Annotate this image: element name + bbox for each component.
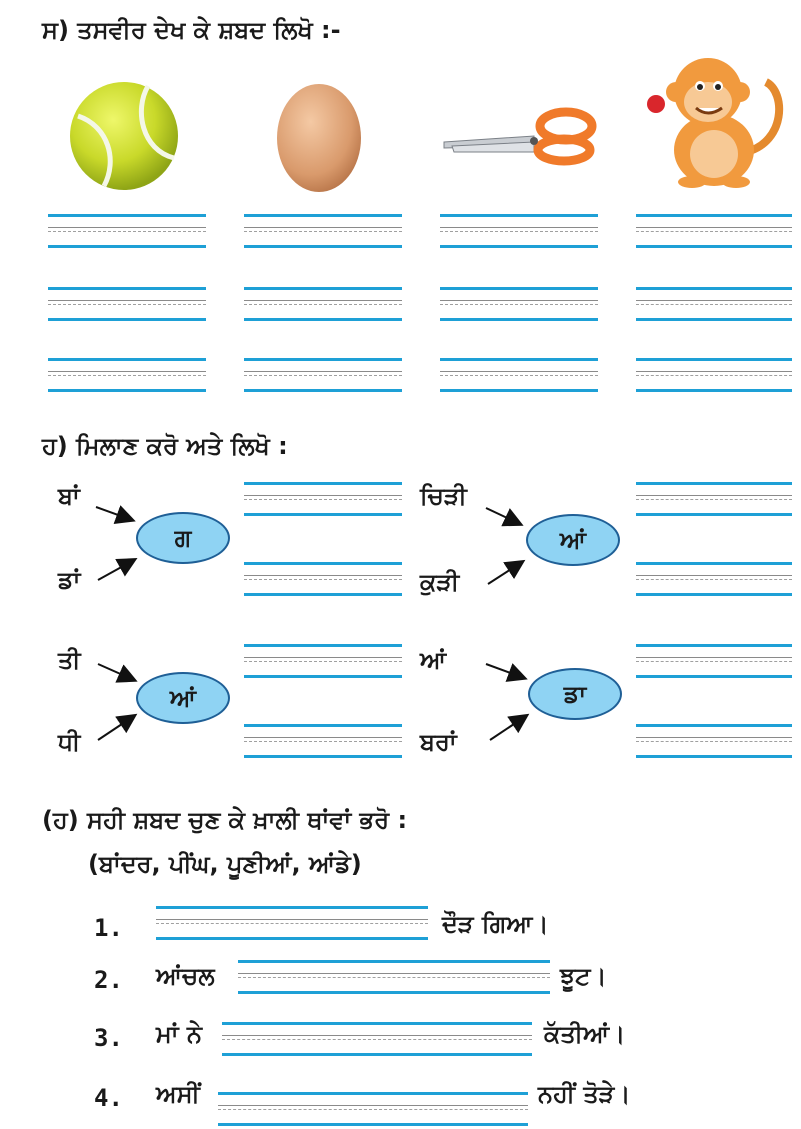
- sentence-pre: ਆਂਚਲ: [156, 962, 215, 990]
- match-word-bottom: ਧੀ: [58, 728, 81, 756]
- writing-line[interactable]: [244, 724, 402, 758]
- arrow: [490, 716, 526, 740]
- match-center-oval: [528, 668, 622, 720]
- arrow: [98, 664, 134, 680]
- writing-line[interactable]: [636, 482, 792, 516]
- writing-line[interactable]: [244, 562, 402, 596]
- sentence-post: ਦੌੜ ਗਿਆ।: [442, 910, 549, 938]
- section-fill-title: (ਹ) ਸਹੀ ਸ਼ਬਦ ਚੁਣ ਕੇ ਖ਼ਾਲੀ ਥਾਂਵਾਂ ਭਰੋ :: [42, 806, 408, 834]
- match-center-text: ਆਂ: [169, 684, 197, 712]
- match-word-top: ਤੀ: [58, 646, 81, 674]
- arrow: [486, 664, 524, 678]
- match-word-top: ਆਂ: [420, 646, 447, 674]
- writing-line[interactable]: [636, 724, 792, 758]
- sentence-number: 1.: [94, 914, 123, 942]
- writing-line[interactable]: [636, 644, 792, 678]
- match-center-oval: [136, 512, 230, 564]
- sentence-post: ਝੂਟ।: [560, 962, 607, 990]
- arrow: [96, 507, 132, 520]
- arrow: [98, 716, 134, 740]
- arrow: [488, 562, 522, 584]
- section-s-title: ਸ) ਤਸਵੀਰ ਦੇਖ ਕੇ ਸ਼ਬਦ ਲਿਖੋ :-: [42, 16, 341, 44]
- writing-line[interactable]: [244, 482, 402, 516]
- sentence-pre: ਅਸੀਂ: [156, 1080, 200, 1108]
- match-word-bottom: ਕੁੜੀ: [420, 568, 460, 596]
- sentence-post: ਕੱਤੀਆਂ।: [544, 1020, 626, 1048]
- writing-line[interactable]: [244, 644, 402, 678]
- sentence-number: 4.: [94, 1084, 123, 1112]
- arrow: [486, 508, 520, 524]
- sentence-number: 2.: [94, 966, 123, 994]
- match-center-text: ਗ: [174, 524, 192, 552]
- writing-line[interactable]: [636, 562, 792, 596]
- match-center-oval: [526, 514, 620, 566]
- match-word-bottom: ਬਰਾਂ: [420, 728, 457, 756]
- sentence-pre: ਮਾਂ ਨੇ: [156, 1020, 202, 1048]
- word-bank: (ਬਾਂਦਰ, ਪੀਂਘ, ਪੂਣੀਆਂ, ਆਂਡੇ): [88, 850, 362, 878]
- sentence-post: ਨਹੀਂ ਤੋੜੇ।: [538, 1080, 631, 1108]
- match-center-text: ਆਂ: [559, 526, 587, 554]
- section-h-title: ਹ) ਮਿਲਾਣ ਕਰੋ ਅਤੇ ਲਿਖੋ :: [42, 432, 288, 460]
- arrow: [98, 560, 134, 580]
- sentence-number: 3.: [94, 1024, 123, 1052]
- match-word-top: ਚਿੜੀ: [420, 482, 467, 510]
- blank-line[interactable]: [218, 1092, 528, 1126]
- match-word-top: ਬਾਂ: [58, 482, 80, 510]
- match-center-oval: [136, 672, 230, 724]
- match-word-bottom: ਡਾਂ: [58, 566, 81, 594]
- blank-line[interactable]: [238, 960, 550, 994]
- blank-line[interactable]: [222, 1022, 532, 1056]
- match-center-text: ਡਾ: [563, 680, 587, 708]
- blank-line[interactable]: [156, 906, 428, 940]
